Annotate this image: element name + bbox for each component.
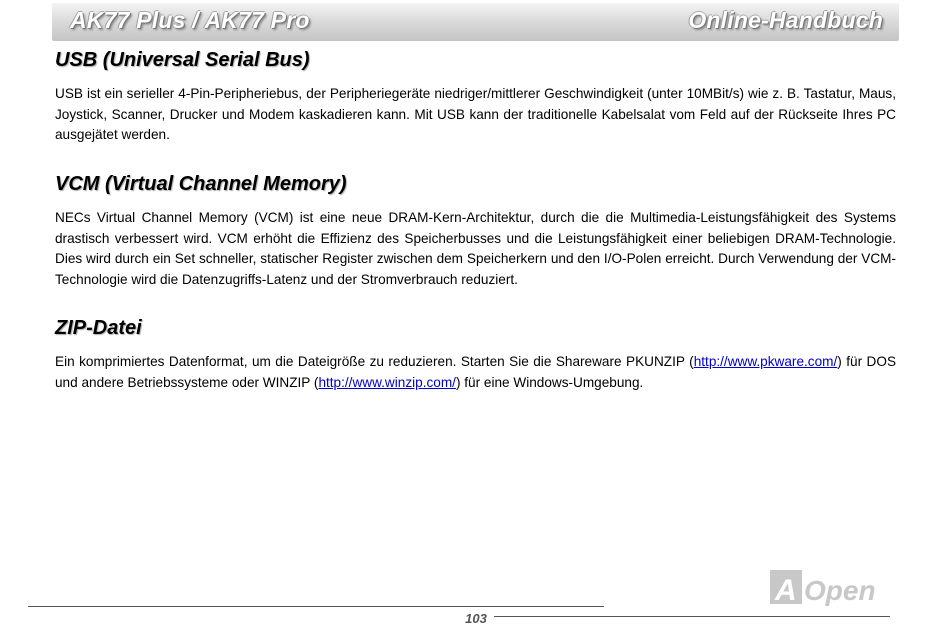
manual-title: Online-Handbuch <box>688 7 883 33</box>
section-body: USB ist ein serieller 4-Pin-Peripheriebus, der Peripheriegeräte niedriger/mittlerer Geschwindigkeit (unter 10MBit/s) wie z. B. Tastatur, Maus, Joystick, Scanner, Drucker und Modem kaskadieren kann. Mit USB kann der traditionelle Kabelsalat vom Feld auf der Rückseite Ihres PC ausgejätet werden. <box>55 86 896 142</box>
body-text: Ein komprimiertes Datenformat, um die Dateigröße zu reduzieren. Starten Sie die Shareware PKUNZIP ( <box>55 354 694 369</box>
pkware-link[interactable]: http://www.pkware.com/ <box>693 354 838 369</box>
page-header-banner <box>52 3 899 41</box>
logo-letter-a: A <box>775 574 797 607</box>
section-body <box>55 352 896 393</box>
body-text: ) für DOS und andere Betriebssysteme oder WINZIP ( <box>55 354 897 390</box>
page-number: 103 <box>465 611 487 626</box>
section-usb <box>55 49 896 146</box>
section-heading: ZIP-Datei <box>55 317 142 339</box>
section-zip <box>55 317 896 393</box>
footer-divider-right <box>494 616 890 617</box>
section-heading: VCM (Virtual Channel Memory) <box>55 173 347 195</box>
logo-word: Open <box>804 575 876 606</box>
winzip-link[interactable]: http://www.winzip.com/ <box>318 374 456 390</box>
aopen-logo <box>770 568 890 608</box>
product-title: AK77 Plus / AK77 Pro <box>70 7 310 33</box>
footer-divider-left <box>28 606 604 607</box>
body-text: ) für eine Windows-Umgebung. <box>455 374 644 390</box>
section-heading: USB (Universal Serial Bus) <box>55 49 310 71</box>
section-vcm <box>55 173 896 290</box>
section-body: NECs Virtual Channel Memory (VCM) ist eine neue DRAM-Kern-Architektur, durch die die Multimedia-Leistungsfähigkeit des Systems drastisch verbessert wird. VCM erhöht die Effizienz des Speicherbusses und die Leistungsfähigkeit einer beliebigen DRAM-Technologie. Dies wird durch ein Set schneller, statischer Register zwischen dem Speicherkern und den I/O-Polen erreicht. Durch Verwendung der VCM-Technologie wird die Datenzugriffs-Latenz und der Stromverbrauch reduziert. <box>55 210 896 287</box>
